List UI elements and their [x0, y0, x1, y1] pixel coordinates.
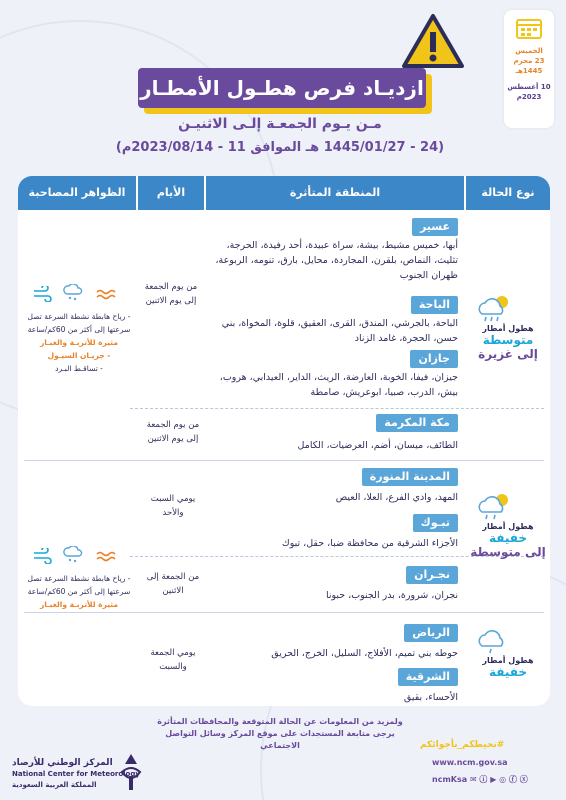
social-handle[interactable]: [432, 774, 528, 785]
flood-icon: [96, 548, 118, 564]
type-group1: [470, 324, 546, 361]
footer-note-line1: ولمزيد من المعلومات عن الحالة المتوقعة والمحافظات المتأثرة: [157, 717, 403, 726]
org-name-en: National Center for Meteorology: [12, 770, 140, 778]
region-riyadh: الرياض: [404, 624, 458, 642]
region-makkah: مكة المكرمة: [376, 414, 458, 432]
type-group2-line3: إلى متوسطة: [470, 545, 546, 559]
days-group2: يومي السبت والأحد: [150, 494, 196, 518]
page-title: ازديـاد فرص هطـول الأمطـار: [138, 68, 426, 108]
type-group1-line3: إلى غزيرة: [478, 347, 538, 361]
cities-asir: أبها، خميس مشيط، بيشة، سراة عبيدة، أحد رفيدة، الحرجة، تثليث، النماص، بلقرن، المجاردة، محايل، بارق، تنومه، الربوعة، ظهران الجنوب: [215, 240, 458, 281]
phenomena-group1: [24, 310, 134, 375]
social-handle-text: ncmKsa: [432, 775, 468, 784]
date-card: [504, 10, 554, 128]
cities-madinah: المهد، وادي الفرع، العلا، العيص: [335, 492, 458, 503]
region-sharqiya: الشرقية: [398, 668, 458, 686]
rain-cloud-icon: [474, 490, 514, 520]
region-tabuk: تبـوك: [413, 514, 458, 532]
phen-wind: - رياح هابطة نشطة السرعة تصل سرعتها إلى أكثر من 60كم/ساعة: [27, 312, 131, 334]
region-najran: نجـران: [406, 566, 458, 584]
org-country: المملكة العربية السعودية: [12, 781, 97, 789]
type-group2: [470, 522, 546, 559]
hijri-year: 1445هـ: [515, 67, 543, 75]
region-asir: عسير: [412, 218, 458, 236]
type-group2-line1: هطول أمطار: [482, 522, 534, 531]
header-phenomena-label: الظواهر المصاحبة: [28, 186, 126, 199]
day-name: الخميس: [515, 47, 543, 55]
cities-baha: الباحة، بالجرشي، المندق، القرى، العقيق، قلوة، المخواة، بني حسن، الحجرة، غامد الزناد: [221, 318, 458, 344]
days-group1: من يوم الجمعة إلى يوم الاثنين: [144, 282, 198, 306]
type-group1-line2: متوسطة: [482, 333, 534, 347]
type-group3-line1: هطول أمطار: [482, 656, 534, 665]
wind-icon: [32, 548, 52, 564]
calendar-icon: [515, 16, 543, 40]
phen-wind: - رياح هابطة نشطة السرعة تصل سرعتها إلى أكثر من 60كم/ساعة: [27, 574, 131, 596]
footer-note-line2: يرجى متابعة المستجدات على موقع المركز وسائل التواصل الاجتماعي: [165, 729, 395, 750]
greg-date: 10 أغسطس: [507, 83, 551, 91]
cities-riyadh: حوطه بني تميم، الأفلاج، السليل، الخرج، الحريق: [271, 648, 458, 659]
cities-makkah: الطائف، ميسان، أضم، العرضيات، الكامل: [297, 440, 458, 451]
days-group2b: من الجمعة إلى الاثنين: [146, 572, 200, 596]
hail-icon: [62, 546, 84, 564]
header-days: الأيام: [138, 176, 204, 210]
flood-icon: [96, 286, 118, 302]
subtitle: مـن يـوم الجمعـة إلـى الاثنيـن: [178, 116, 382, 132]
cities-tabuk: الأجزاء الشرقية من محافظة ضبا، حقل، تبوك: [281, 538, 458, 549]
hashtag: #نحيطكم_بأجوائكم: [420, 740, 505, 750]
website-link[interactable]: www.ncm.gov.sa: [432, 758, 508, 767]
days-group1b: من يوم الجمعة إلى يوم الاثنين: [146, 420, 200, 444]
wind-icon: [32, 286, 52, 302]
cities-najran: نجران، شرورة، بدر الجنوب، حبونا: [325, 590, 458, 601]
subtitle-dates: (24 - 1445/01/27 هـ الموافق 11 - 2023/08/14م): [115, 140, 445, 155]
rain-cloud-icon: [474, 624, 514, 654]
hijri-date: 23 محرم: [513, 57, 545, 65]
phen-flood: - جريـان السيـول: [47, 351, 111, 360]
phen-dust: مثيرة للأتربـة والغبـار: [39, 600, 119, 609]
type-group1-line1: هطول أمطار: [482, 324, 534, 333]
type-group3: [470, 656, 546, 679]
social-icons: ✉ ⓘ ▶ ◎ ⓕ ⓧ: [469, 775, 528, 784]
section-divider: [24, 612, 544, 613]
phen-hail: - تساقـط البـرد: [55, 364, 103, 373]
days-group3: يومي الجمعة والسبت: [150, 648, 196, 672]
phenomena-group2: [24, 572, 134, 611]
phen-dust: مثيرة للأتربـة والغبـار: [39, 338, 119, 347]
greg-year: 2023م: [516, 93, 542, 101]
section-divider: [24, 460, 544, 461]
warning-icon: [400, 12, 466, 72]
footer-note: [150, 716, 410, 752]
cities-jazan: جيزان، فيفا، الخوبة، العارضة، الريث، الداير، العيدابي، هروب، بيش، الدرب، صبيا، ابوعريش، صامطة: [219, 372, 458, 398]
region-madinah: المدينة المنورة: [362, 468, 458, 486]
header-region: المنطقة المتأثرة: [206, 176, 464, 210]
rain-cloud-icon: [474, 292, 514, 322]
cities-sharqiya: الأحساء، بقيق: [403, 692, 458, 703]
region-baha: الباحة: [411, 296, 458, 314]
divider: [130, 408, 544, 409]
hail-icon: [62, 284, 84, 302]
type-group2-line2: خفيفة: [488, 531, 528, 545]
org-name-ar: المركز الوطني للأرصاد: [12, 758, 113, 768]
type-group3-line2: خفيفة: [488, 665, 528, 679]
header-phenomena: [18, 176, 136, 210]
header-type: نوع الحالة: [466, 176, 550, 210]
region-jazan: جازان: [410, 350, 458, 368]
